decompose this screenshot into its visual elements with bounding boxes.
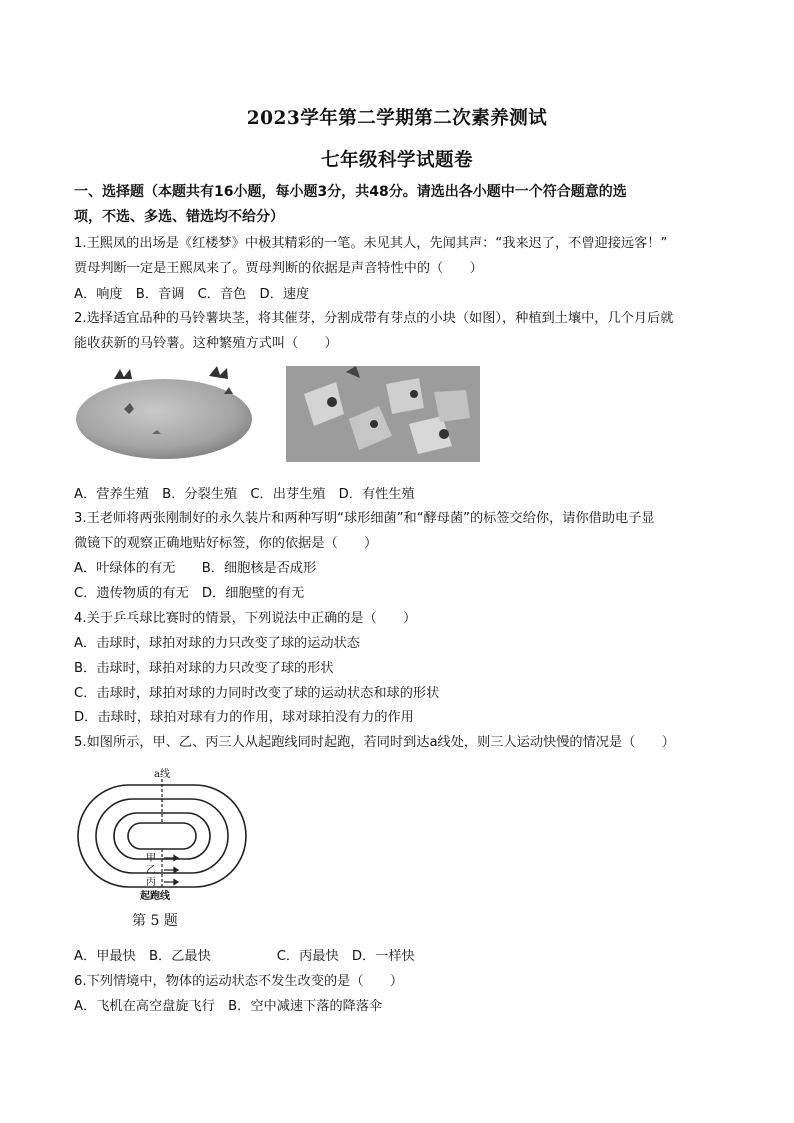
runner-bing-label: 丙 <box>146 877 156 888</box>
question-3-options-ab: A．叶绿体的有无 B．细胞核是否成形 <box>74 561 317 576</box>
figure-caption: 第 5 题 <box>132 913 178 929</box>
question-4-option-c: C．击球时，球拍对球的力同时改变了球的运动状态和球的形状 <box>74 686 440 701</box>
question-2-stem: 2.选择适宜品种的马铃薯块茎，将其催芽，分割成带有芽点的小块（如图），种植到土壤中，几个月后就 <box>74 311 674 326</box>
potato-figure <box>74 364 484 464</box>
cut-potato-pieces-image <box>286 366 480 462</box>
track-lane-inner <box>128 823 196 849</box>
running-track-figure <box>74 765 254 935</box>
question-2-options: A．营养生殖 B．分裂生殖 C．出芽生殖 D．有性生殖 <box>74 487 415 502</box>
page-subtitle: 七年级科学试题卷 <box>320 150 473 171</box>
question-3-stem: 3.王老师将两张刚制好的永久装片和两种写明“球形细菌”和“酵母菌”的标签交给你，请你借助电子显 <box>74 511 655 526</box>
whole-potato-image <box>76 366 252 459</box>
section-heading: 一、选择题（本题共有16小题，每小题3分，共48分。请选出各小题中一个符合题意的选 <box>74 184 627 200</box>
question-1-options: A．响度 B．音调 C．音色 D．速度 <box>74 287 310 302</box>
question-6-stem: 6.下列情境中，物体的运动状态不发生改变的是（ ） <box>74 974 404 989</box>
question-3-options-cd: C．遗传物质的有无 D．细胞壁的有无 <box>74 586 305 601</box>
question-6-options-ab: A．飞机在高空盘旋飞行 B．空中减速下落的降落伞 <box>74 999 383 1014</box>
runner-yi-label: 乙 <box>146 865 156 876</box>
question-5-options: A．甲最快 B．乙最快 C．丙最快 D．一样快 <box>74 949 415 964</box>
question-4-option-b: B．击球时，球拍对球的力只改变了球的形状 <box>74 661 334 676</box>
question-1-stem: 1.王熙凤的出场是《红楼梦》中极其精彩的一笔。未见其人，先闻其声：“我来迟了，不曾迎接远客！” <box>74 236 668 251</box>
question-1-stem-cont: 贾母判断一定是王熙凤来了。贾母判断的依据是声音特性中的（ ） <box>74 261 483 276</box>
runner-jia-label: 甲 <box>146 853 156 864</box>
a-line-label: a线 <box>154 769 170 780</box>
question-3-stem-cont: 微镜下的观察正确地贴好标签，你的依据是（ ） <box>74 536 378 551</box>
question-4-stem: 4.关于乒乓球比赛时的情景，下列说法中正确的是（ ） <box>74 611 417 626</box>
question-4-option-a: A．击球时，球拍对球的力只改变了球的运动状态 <box>74 636 360 651</box>
question-5-stem: 5.如图所示，甲、乙、丙三人从起跑线同时起跑，若同时到达a线处，则三人运动快慢的情况是（ ） <box>74 735 675 750</box>
question-4-option-d: D．击球时，球拍对球有力的作用，球对球拍没有力的作用 <box>74 710 414 725</box>
question-2-stem-cont: 能收获新的马铃薯。这种繁殖方式叫（ ） <box>74 336 338 351</box>
page-title: 2023学年第二学期第二次素养测试 <box>246 108 548 129</box>
start-line-label: 起跑线 <box>140 891 170 902</box>
section-heading-cont: 项，不选、多选、错选均不给分） <box>74 209 284 225</box>
